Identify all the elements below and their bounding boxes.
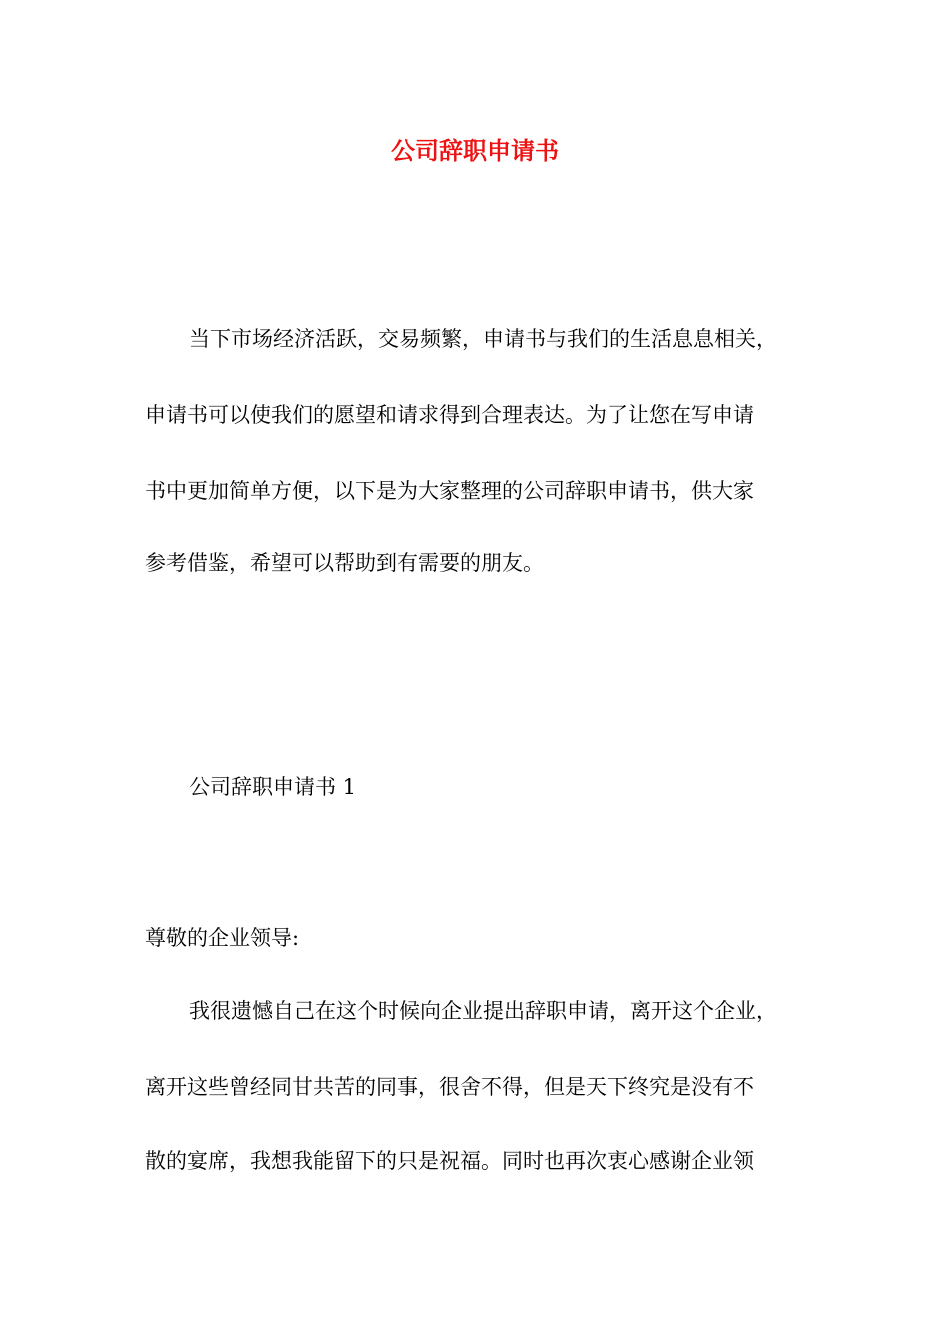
section-heading: 公司辞职申请书 1 bbox=[189, 775, 357, 799]
intro-line-2: 申请书可以使我们的愿望和请求得到合理表达。为了让您在写申请 bbox=[145, 403, 754, 427]
intro-line-3: 书中更加简单方便，以下是为大家整理的公司辞职申请书，供大家 bbox=[145, 479, 754, 503]
body-line-2: 离开这些曾经同甘共苦的同事，很舍不得，但是天下终究是没有不 bbox=[145, 1075, 754, 1099]
salutation: 尊敬的企业领导: bbox=[145, 926, 300, 950]
document-title: 公司辞职申请书 bbox=[391, 137, 559, 165]
body-line-3: 散的宴席，我想我能留下的只是祝福。同时也再次衷心感谢企业领 bbox=[145, 1149, 754, 1173]
intro-line-4: 参考借鉴，希望可以帮助到有需要的朋友。 bbox=[145, 551, 544, 575]
body-line-1: 我很遗憾自己在这个时候向企业提出辞职申请，离开这个企业， bbox=[189, 999, 777, 1023]
intro-line-1: 当下市场经济活跃，交易频繁，申请书与我们的生活息息相关， bbox=[189, 327, 777, 351]
